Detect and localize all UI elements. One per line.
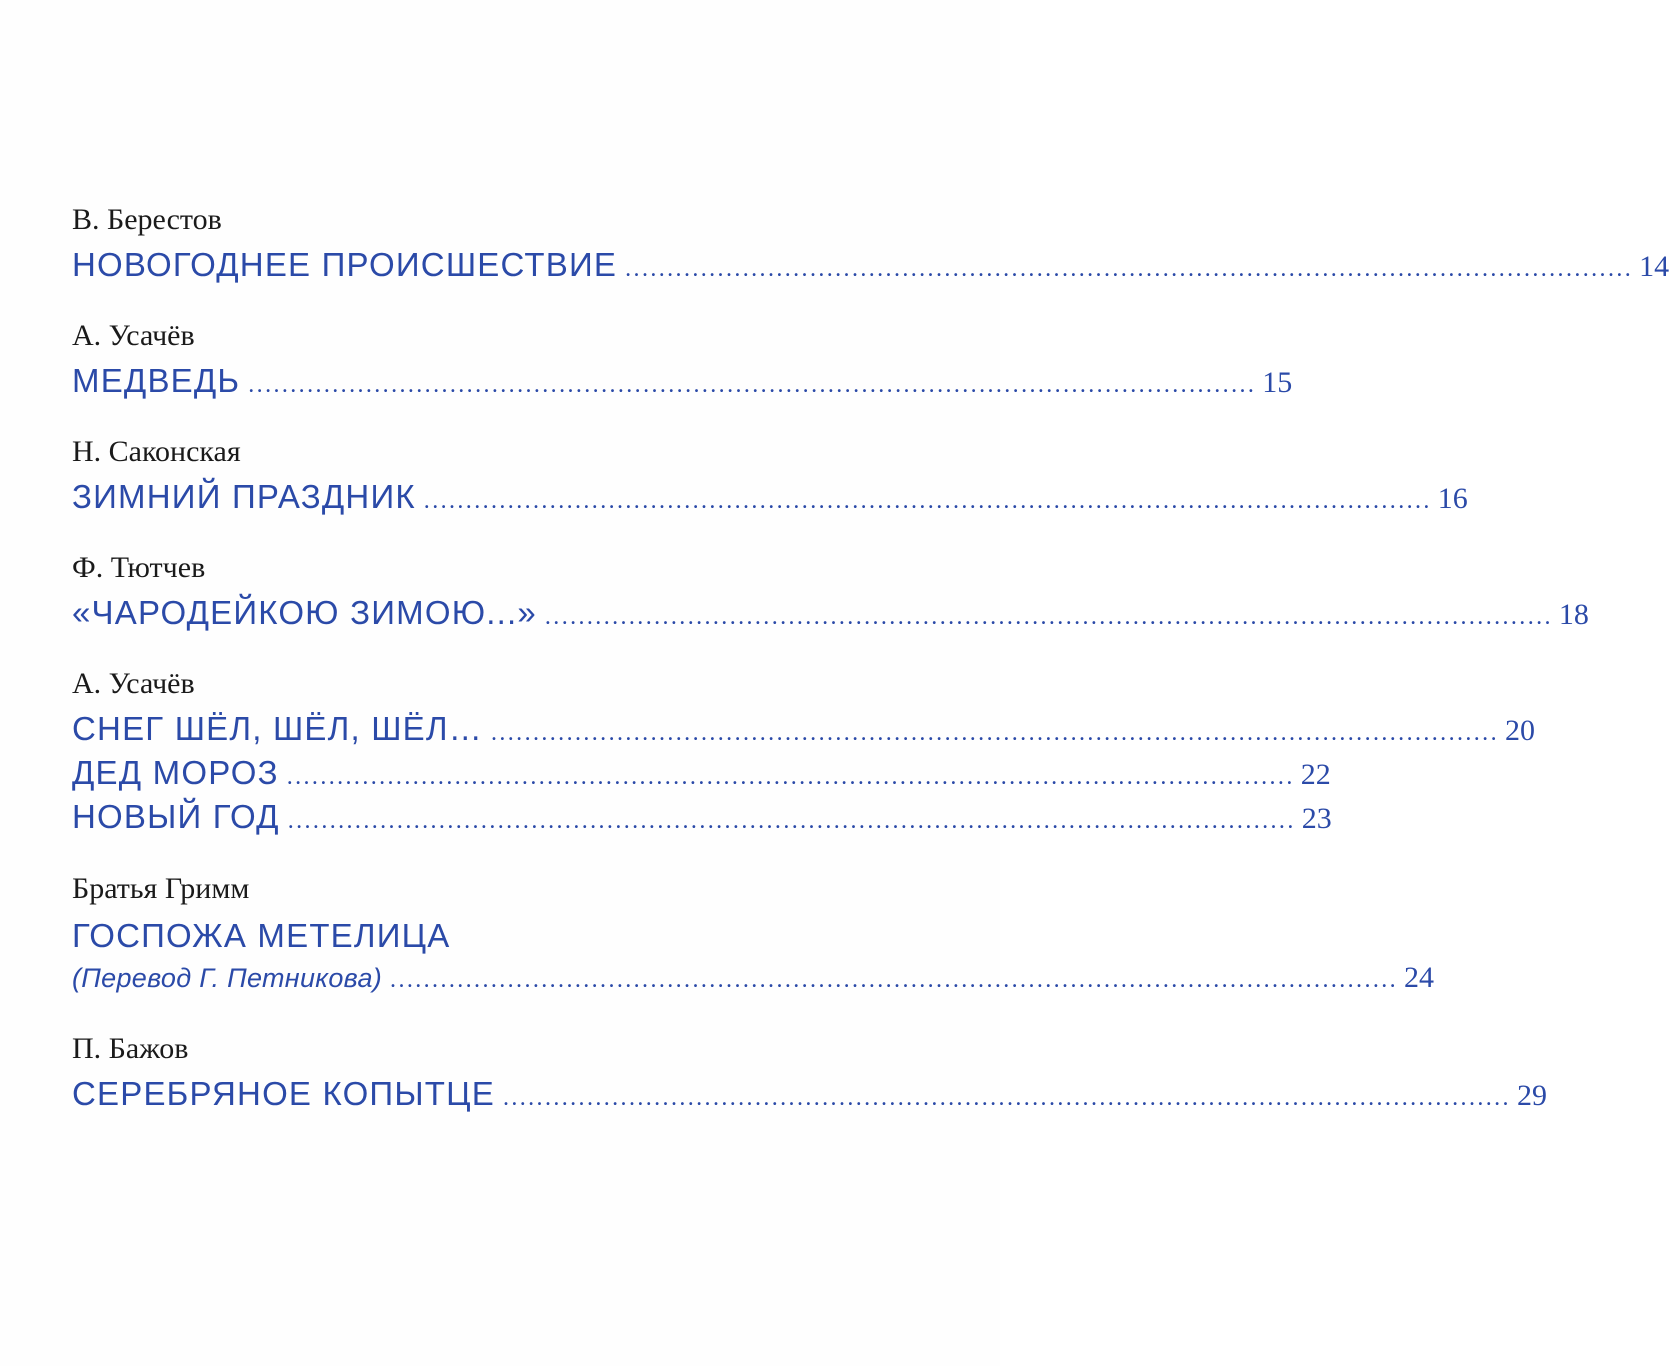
toc-item[interactable] (72, 593, 1589, 636)
work-title: ЗИМНИЙ ПРАЗДНИК (72, 478, 416, 515)
dot-leader: ........................................................................................................................ (286, 764, 1295, 790)
page-number: 15 (1262, 366, 1293, 399)
dot-leader: ........................................................................................................................ (490, 720, 1499, 746)
page-number: 20 (1504, 714, 1535, 747)
work-title[interactable]: ГОСПОЖА МЕТЕЛИЦА (72, 917, 451, 954)
dot-leader: ........................................................................................................................ (287, 808, 1296, 834)
author-name: Братья Гримм (72, 872, 250, 905)
toc-item[interactable] (72, 1074, 1547, 1117)
toc-entry (72, 872, 1435, 1001)
dot-leader: ........................................................................................................................ (544, 604, 1553, 630)
page-number: 18 (1558, 598, 1589, 631)
toc-entry (72, 319, 1293, 404)
page-number: 14 (1639, 250, 1669, 283)
toc-item[interactable] (72, 709, 1535, 753)
page-number: 23 (1301, 802, 1332, 835)
work-title: МЕДВЕДЬ (72, 362, 241, 399)
toc-entry (72, 435, 1468, 520)
toc-item[interactable] (72, 958, 1435, 1001)
author-name: Н. Саконская (72, 435, 241, 468)
translator-note: (Перевод Г. Петникова) (72, 963, 383, 993)
page-number: 29 (1516, 1079, 1547, 1112)
work-title: СНЕГ ШЁЛ, ШЁЛ, ШЁЛ… (72, 710, 483, 747)
toc-item[interactable] (72, 245, 1669, 288)
toc-item[interactable] (72, 477, 1468, 520)
dot-leader: ........................................................................................................................ (423, 488, 1432, 514)
toc-item[interactable] (72, 797, 1332, 841)
author-name: А. Усачёв (72, 319, 195, 352)
toc-entry (72, 1032, 1547, 1117)
page-number: 24 (1404, 961, 1435, 994)
work-title: НОВЫЙ ГОД (72, 798, 280, 835)
author-name: А. Усачёв (72, 667, 195, 700)
page-number: 16 (1437, 482, 1468, 515)
work-title: ДЕД МОРОЗ (72, 754, 279, 791)
toc-item[interactable] (72, 361, 1293, 404)
work-title: НОВОГОДНЕЕ ПРОИСШЕСТВИЕ (72, 246, 618, 283)
author-name: П. Бажов (72, 1032, 189, 1065)
dot-leader: ........................................................................................................................ (248, 372, 1257, 398)
toc-entry (72, 551, 1589, 636)
dot-leader: ........................................................................................................................ (625, 256, 1634, 282)
table-of-contents (72, 203, 1669, 1148)
author-name: Ф. Тютчев (72, 551, 206, 584)
page-number: 22 (1300, 758, 1331, 791)
work-title: «ЧАРОДЕЙКОЮ ЗИМОЮ...» (72, 594, 537, 631)
author-name: В. Берестов (72, 203, 222, 236)
work-title: СЕРЕБРЯНОЕ КОПЫТЦЕ (72, 1075, 495, 1112)
dot-leader: ........................................................................................................................ (502, 1085, 1511, 1111)
dot-leader: ........................................................................................................................ (390, 967, 1399, 993)
toc-entry (72, 667, 1535, 841)
toc-item[interactable] (72, 753, 1331, 797)
toc-entry (72, 203, 1669, 288)
